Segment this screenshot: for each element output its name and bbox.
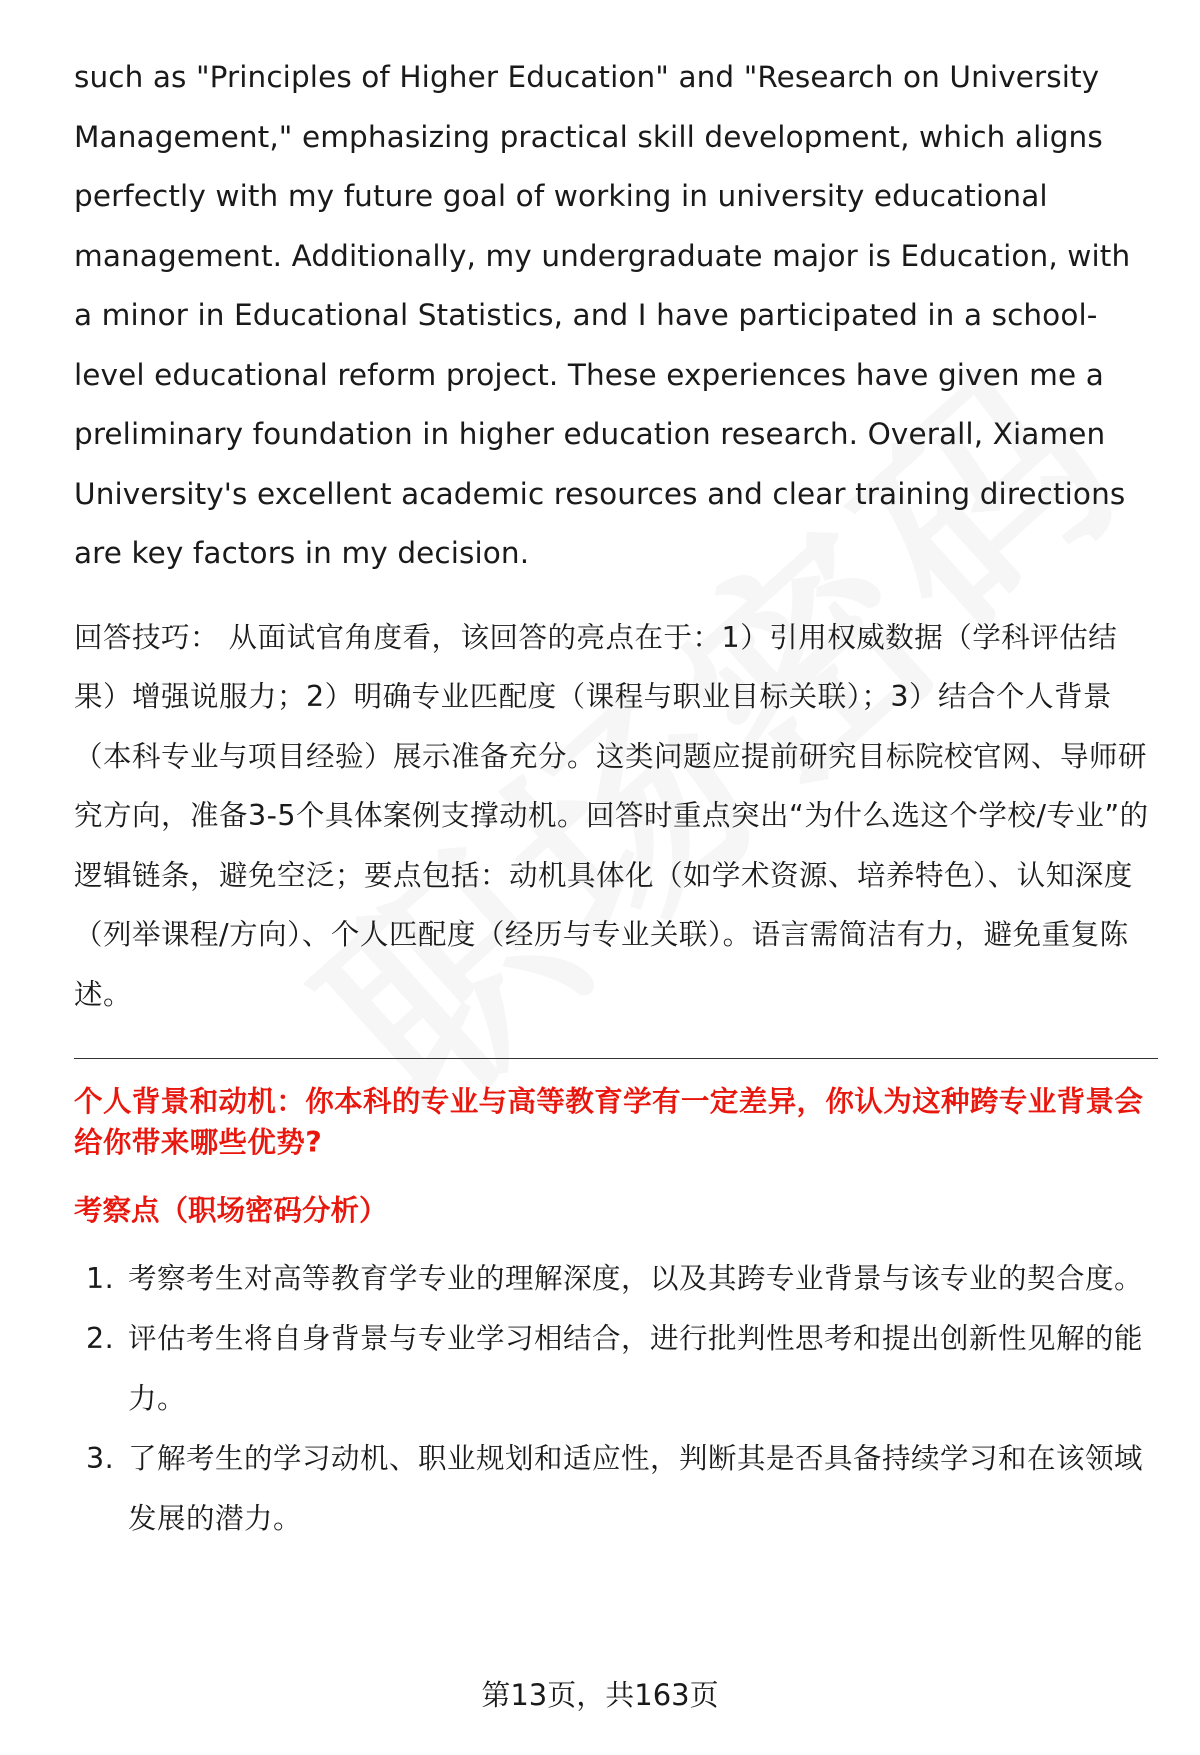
page-content	[74, 48, 1154, 1549]
analysis-points-list	[74, 1249, 1154, 1549]
list-number: 3.	[86, 1442, 115, 1475]
page-number-footer: 第13页，共163页	[481, 1678, 719, 1712]
list-number: 1.	[86, 1262, 115, 1295]
analysis-point	[74, 1429, 1154, 1549]
answer-continuation-paragraph: such as "Principles of Higher Education" and "Research on University Management," emphasizing practical skill development, which aligns perfectly with my future goal of working in university educational management. Additionally, my undergraduate major is Education, with a minor in Educational Statistics, and I have participated in a school-level educational reform project. These experiences have given me a preliminary foundation in higher education research. Overall, Xiamen University's excellent academic resources and clear training directions are key factors in my decision.	[74, 60, 1131, 570]
analysis-point-text: 了解考生的学习动机、职业规划和适应性，判断其是否具备持续学习和在该领域发展的潜力。	[128, 1442, 1144, 1535]
analysis-point-text: 评估考生将自身背景与专业学习相结合，进行批判性思考和提出创新性见解的能力。	[128, 1322, 1144, 1415]
interview-question-heading: 个人背景和动机：你本科的专业与高等教育学有一定差异，你认为这种跨专业背景会给你带来哪些优势?	[74, 1085, 1144, 1159]
list-number: 2.	[86, 1322, 115, 1355]
analysis-point	[74, 1309, 1154, 1429]
analysis-point-text: 考察考生对高等教育学专业的理解深度，以及其跨专业背景与该专业的契合度。	[128, 1262, 1144, 1295]
analysis-point	[74, 1249, 1154, 1309]
answer-tip-paragraph: 回答技巧： 从面试官角度看，该回答的亮点在于：1）引用权威数据（学科评估结果）增强说服力；2）明确专业匹配度（课程与职业目标关联）；3）结合个人背景（本科专业与项目经验）展示准备充分。这类问题应提前研究目标院校官网、导师研究方向，准备3-5个具体案例支撑动机。回答时重点突出“为什么选这个学校/专业”的逻辑链条，避免空泛；要点包括：动机具体化（如学术资源、培养特色）、认知深度（列举课程/方向）、个人匹配度（经历与专业关联）。语言需简洁有力，避免重复陈述。	[74, 620, 1149, 1011]
analysis-section-title: 考察点（职场密码分析）	[74, 1194, 388, 1227]
section-divider	[74, 1058, 1158, 1059]
